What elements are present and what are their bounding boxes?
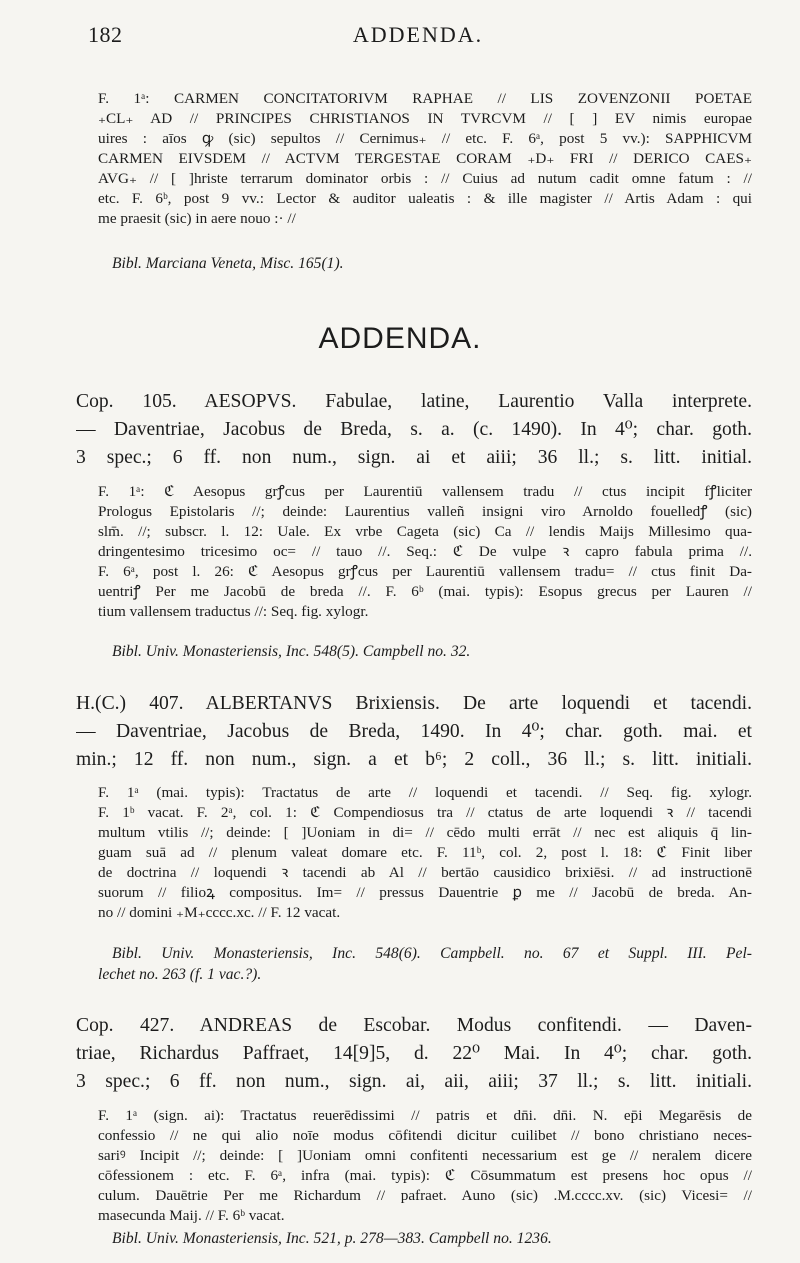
text-line: no // domini ₊M₊cccc.xc. // F. 12 vacat. [98, 904, 341, 921]
text-line: masecunda Maij. // F. 6ᵇ vacat. [98, 1207, 285, 1224]
intro-bibliography: Bibl. Marciana Veneta, Misc. 165(1). [112, 255, 344, 272]
text-line: multum vtilis //; deinde: [ ]Uoniam in di= // cēdo multi errāt // nec est aliquis q̄ lin- [98, 824, 752, 841]
text-line: confessio // ne qui alio noīe modus cōfitendi dicitur cuilibet // bono christiano neces- [98, 1127, 752, 1144]
text-line: suorum // filioꝝ compositus. Im= // pressus Dauentrie ꝑ me // Jacobū de breda. An- [98, 884, 752, 901]
entry-description [98, 1106, 752, 1226]
entry-bibliography [112, 944, 752, 964]
section-title: ADDENDA. [318, 322, 482, 355]
text-line: culum. Dauētrie Per me Richardum // pafraet. Auno (sic) .M.cccc.xv. (sic) Vicesi= // [98, 1187, 752, 1204]
heading-line: triae, Richardus Paffraet, 14[9]5, d. 22⁰ Mai. In 4⁰; char. goth. [76, 1043, 752, 1064]
heading-line: 3 spec.; 6 ff. non num., sign. ai et aiii; 36 ll.; s. litt. initial. [76, 447, 752, 468]
intro-text [98, 89, 752, 229]
entry-bibliography: Bibl. Univ. Monasteriensis, Inc. 548(5). Campbell no. 32. [112, 643, 471, 660]
heading-line: — Daventriae, Jacobus de Breda, 1490. In 4⁰; char. goth. mai. et [76, 721, 752, 742]
entry-description [98, 482, 752, 622]
text-line: AVG₊ // [ ]hriste terrarum dominator orbis : // Cuius ad nutum cadit omne fatum : // [98, 170, 752, 187]
text-line: F. 1ᵇ vacat. F. 2ᵃ, col. 1: ℭ Compendiosus tra // ctatus de arte loquendi ꝛ // tacendi [98, 804, 752, 821]
text-line: tium vallensem traductus //: Seq. fig. xylogr. [98, 603, 369, 620]
text-line: F. 1ᵃ (sign. ai): Tractatus reuerēdissimi // patris et dn̄i. dn̄i. N. ep̄i Megarēsis de [98, 1107, 752, 1124]
page-number: 182 [88, 22, 123, 47]
entry-bibliography: Bibl. Univ. Monasteriensis, Inc. 521, p. 278—383. Campbell no. 1236. [112, 1230, 552, 1247]
text-line: CARMEN EIVSDEM // ACTVM TERGESTAE CORAM ₊D₊ FRI // DERICO CAES₊ [98, 150, 752, 167]
text-line: etc. F. 6ᵇ, post 9 vv.: Lector & auditor ualeatis : & ille magister // Artis Adam : qui [98, 190, 752, 207]
page-header [88, 22, 748, 54]
entry-heading [76, 388, 752, 472]
text-line: F. 6ᵃ, post l. 26: ℭ Aesopus grꝭcus per Laurentiū vallensem tradu= // ctus finit Da- [98, 563, 752, 580]
text-line: sariꝰ Incipit //; deinde: [ ]Uoniam omni confitenti necessarium est ge // neralem dicere [98, 1147, 752, 1164]
heading-line: Cop. 105. AESOPVS. Fabulae, latine, Laurentio Valla interprete. [76, 391, 752, 412]
heading-line: H.(C.) 407. ALBERTANVS Brixiensis. De arte loquendi et tacendi. [76, 693, 752, 714]
heading-line: — Daventriae, Jacobus de Breda, s. a. (c. 1490). In 4⁰; char. goth. [76, 419, 752, 440]
text-line: uires : aīos ꝙ (sic) sepultos // Cernimus₊ // etc. F. 6ᵃ, post 5 vv.): SAPPHICVM [98, 130, 752, 147]
text-line: dringentesimo tricesimo oc= // tauo //. Seq.: ℭ De vulpe ꝛ capro fabula prima //. [98, 543, 752, 560]
text-line: F. 1ᵃ (mai. typis): Tractatus de arte // loquendi et tacendi. // Seq. fig. xylogr. [98, 784, 752, 801]
entry-bibliography-continued: lechet no. 263 (f. 1 vac.?). [98, 966, 262, 983]
heading-line: 3 spec.; 6 ff. non num., sign. ai, aii, aiii; 37 ll.; s. litt. initiali. [76, 1071, 752, 1092]
text-line: F. 1ᵃ: ℭ Aesopus grꝭcus per Laurentiū vallensem tradu // ctus incipit fꝭliciter [98, 483, 752, 500]
entry-heading [76, 1012, 752, 1096]
bibliography-line: Bibl. Univ. Monasteriensis, Inc. 548(6). Campbell. no. 67 et Suppl. III. Pel- [112, 945, 752, 962]
text-line: slm̄. //; subscr. l. 12: Uale. Ex vrbe Cageta (sic) Ca // lendis Maijs Millesimo qua- [98, 523, 752, 540]
text-line: guam suā ad // plenum valeat domare etc. F. 11ᵇ, col. 2, post l. 18: ℭ Finit liber [98, 844, 752, 861]
text-line: ₊CL₊ AD // PRINCIPES CHRISTIANOS IN TVRCVM // [ ] EV nimis europae [98, 110, 752, 127]
entry-description [98, 783, 752, 923]
running-title: ADDENDA. [352, 22, 484, 47]
text-line: uentriꝭ Per me Jacobū de breda //. F. 6ᵇ (mai. typis): Esopus grecus per Lauren // [98, 583, 752, 600]
text-line: cōfessionem : etc. F. 6ᵃ, infra (mai. typis): ℭ Cōsummatum est presens hoc opus // [98, 1167, 752, 1184]
heading-line: min.; 12 ff. non num., sign. a et b⁶; 2 coll., 36 ll.; s. litt. initiali. [76, 749, 752, 770]
text-line: de doctrina // loquendi ꝛ tacendi ab Al // bertāo causidico brixiēsi. // ad instructionē [98, 864, 752, 881]
heading-line: Cop. 427. ANDREAS de Escobar. Modus confitendi. — Daven- [76, 1015, 752, 1036]
text-line: me praesit (sic) in aere nouo :· // [98, 210, 296, 227]
text-line: F. 1ᵃ: CARMEN CONCITATORIVM RAPHAE // LIS ZOVENZONII POETAE [98, 90, 752, 107]
text-line: Prologus Epistolaris //; deinde: Laurentius valleñ insigni viro Arnoldo fouelledꝭ (sic) [98, 503, 752, 520]
entry-heading [76, 690, 752, 774]
